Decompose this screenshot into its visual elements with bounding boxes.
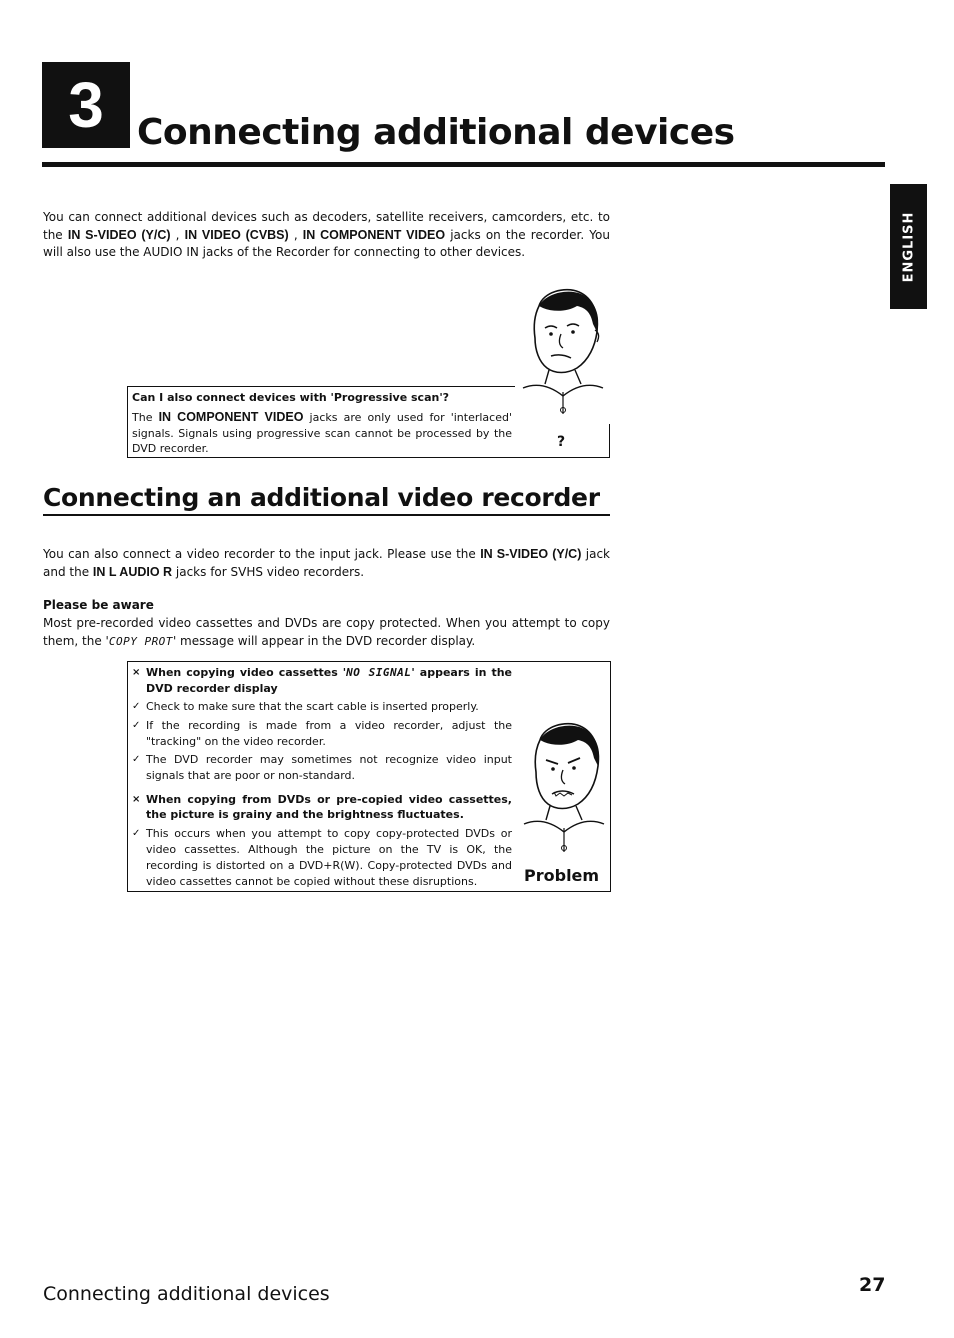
language-tab xyxy=(890,184,927,309)
lcd-copy-prot: COPY PROT xyxy=(108,634,173,648)
video-recorder-paragraph: You can also connect a video recorder to the input jack. Please use the IN S-VIDEO (Y/C) jack and the IN L AUDIO R jacks for SVHS video recorders. xyxy=(43,547,610,579)
cross-icon: × xyxy=(132,667,141,678)
aware-heading: Please be aware xyxy=(43,598,154,612)
jack-s-video: IN S-VIDEO (Y/C) xyxy=(67,227,171,242)
lcd-no-signal: NO SIGNAL xyxy=(346,666,412,679)
checkmark-icon: ✓ xyxy=(132,700,141,712)
jack-component-video: IN COMPONENT VIDEO xyxy=(158,410,304,424)
page-number: 27 xyxy=(859,1274,886,1296)
intro-paragraph: You can connect additional devices such as decoders, satellite receivers, camcorders, etc. to the IN S-VIDEO (Y/C) , IN VIDEO (CVBS) , IN COMPONENT VIDEO jacks on the recorder. You will also use the AUDIO IN jacks of the Recorder for connecting to other devices. xyxy=(43,210,610,259)
question-mark: ? xyxy=(557,434,566,450)
checkmark-icon: ✓ xyxy=(132,828,141,840)
jack-component-video: IN COMPONENT VIDEO xyxy=(302,227,446,242)
tip-question: Can I also connect devices with 'Progressive scan'? xyxy=(132,391,450,404)
checkmark-icon: ✓ xyxy=(132,753,141,765)
jack-audio-in: IN L AUDIO R xyxy=(92,564,173,579)
problem-list xyxy=(132,665,512,889)
language-tab-label: ENGLISH xyxy=(901,211,916,282)
footer-title: Connecting additional devices xyxy=(43,1283,330,1305)
problem-heading: × When copying video cassettes 'NO SIGNAL' appears in the DVD recorder display xyxy=(132,666,512,695)
solution-item: ✓ If the recording is made from a video recorder, adjust the "tracking" on the video recorder. xyxy=(132,719,512,749)
section-rule xyxy=(43,514,610,516)
section-title: Connecting an additional video recorder xyxy=(43,483,600,512)
chapter-number: 3 xyxy=(42,62,130,148)
cross-icon: × xyxy=(132,793,141,805)
solution-item: ✓ This occurs when you attempt to copy copy-protected DVDs or video cassettes. Although the picture on the TV is OK, the recording is distorted on a DVD+R(W). Copy-protected DVDs and video cassettes cannot be copied without these disruptions. xyxy=(132,827,512,888)
solution-item: ✓ The DVD recorder may sometimes not recognize video input signals that are poor or non-standard. xyxy=(132,752,512,782)
problem-heading: × When copying from DVDs or pre-copied video cassettes, the picture is grainy and the brightness fluctuates. xyxy=(132,792,512,822)
thinking-face-illustration xyxy=(515,284,611,424)
tip-answer: The IN COMPONENT VIDEO jacks are only used for 'interlaced' signals. Signals using progressive scan cannot be processed by the DVD recorder. xyxy=(132,410,512,455)
aware-paragraph: Most pre-recorded video cassettes and DVDs are copy protected. When you attempt to copy them, the 'COPY PROT' message will appear in the DVD recorder display. xyxy=(43,616,610,648)
chapter-rule xyxy=(42,162,885,167)
frustrated-face-illustration xyxy=(518,720,610,865)
checkmark-icon: ✓ xyxy=(132,720,141,732)
chapter-title: Connecting additional devices xyxy=(137,112,735,153)
solution-item: ✓ Check to make sure that the scart cable is inserted properly. xyxy=(132,699,479,713)
jack-video-cvbs: IN VIDEO (CVBS) xyxy=(184,227,289,242)
jack-s-video: IN S-VIDEO (Y/C) xyxy=(480,547,582,561)
problem-label: Problem xyxy=(524,866,600,885)
